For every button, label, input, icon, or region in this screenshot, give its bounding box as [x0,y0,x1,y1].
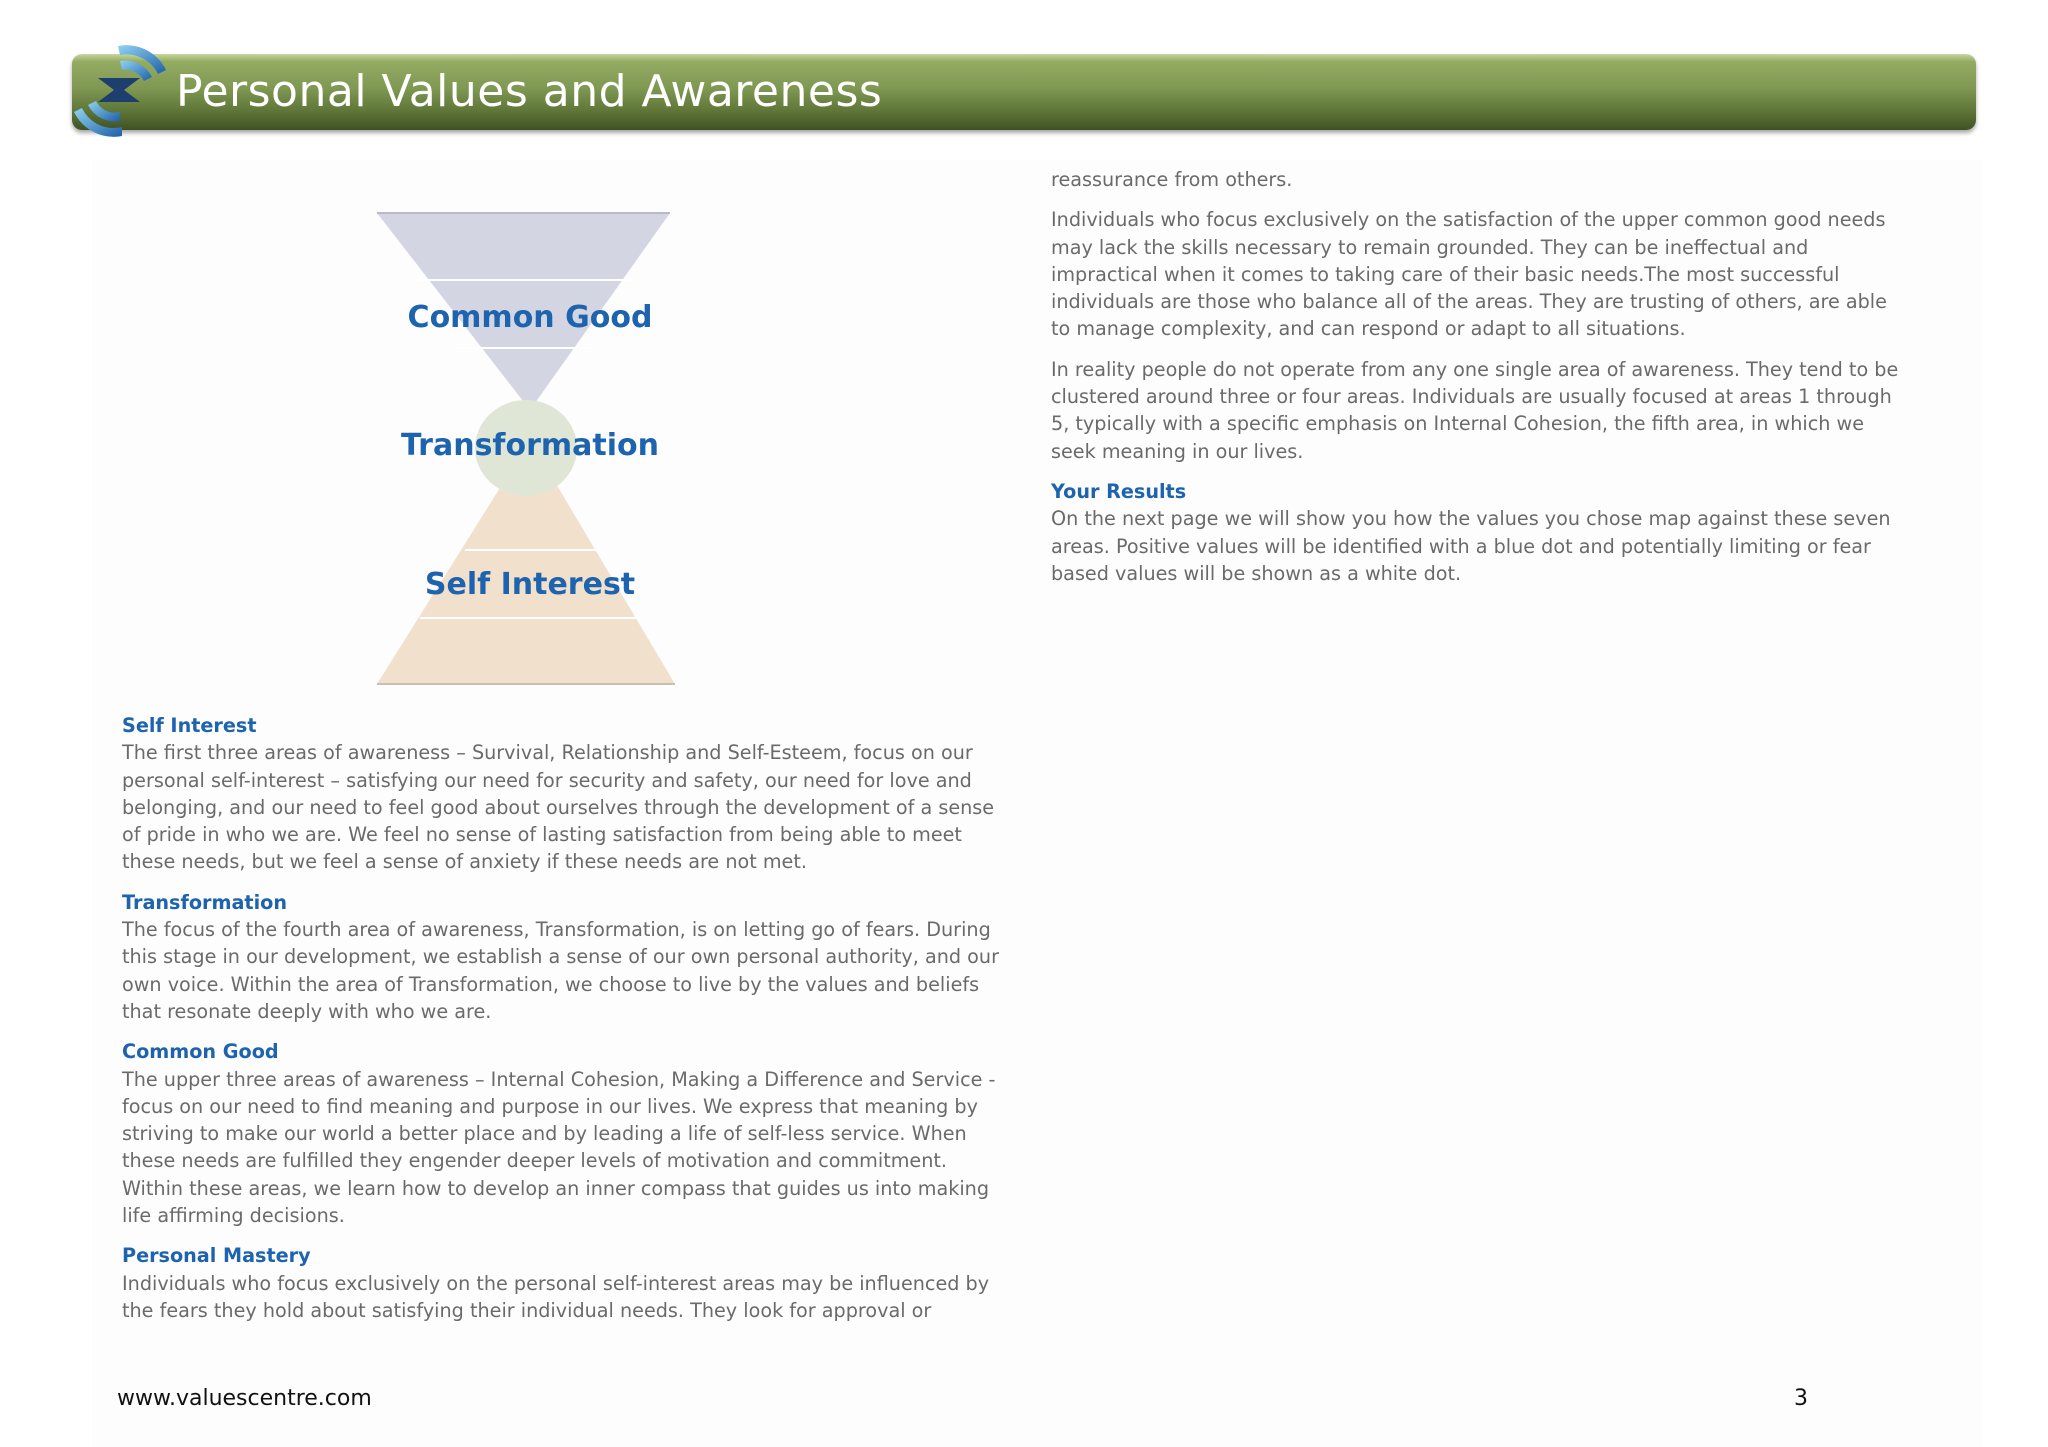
common-good-heading: Common Good [122,1040,279,1064]
left-text-column [122,712,1012,1337]
transformation-label: Transformation [401,428,659,463]
reality-paragraph: In reality people do not operate from any one single area of awareness. They tend to be clustered around three or four areas. Individuals are usually focused at areas 1 through 5, typically with a specific emphasis on Internal Cohesion, the fifth area, in which we seek meaning in our lives. [1051,357,1899,463]
common-good-label: Common Good [407,300,653,335]
page-title: Personal Values and Awareness [176,66,883,117]
logo-arc-bottom-inner [88,101,120,121]
personal-mastery-section [122,1242,1012,1324]
common-good-section [122,1038,1012,1229]
your-results-text: On the next page we will show you how the values you chose map against these seven areas. Positive values will be identified with a blue dot and potentially limiting or fear based values will be shown as a white dot. [1051,507,1891,585]
common-good-focus-paragraph: Individuals who focus exclusively on the satisfaction of the upper common good needs may lack the skills necessary to remain grounded. They can be ineffectual and impractical when it comes to taking care of their basic needs.The most successful individuals are those who balance all of the areas. They are trusting of others, are able to manage complexity, and can respond or adapt to all situations. [1051,208,1887,341]
transformation-section [122,889,1012,1025]
common-good-text: The upper three areas of awareness – Internal Cohesion, Making a Difference and Service - focus on our need to find meaning and purpose in our lives. We express that meaning by striving to make our world a better place and by leading a life of self-less service. When these needs are fulfilled they engender deeper levels of motivation and commitment. Within these areas, we learn how to develop an inner compass that guides us into making life affirming decisions. [122,1067,996,1228]
page-number: 3 [1794,1386,1808,1411]
continued-paragraph: reassurance from others. [1051,168,1293,191]
values-centre-logo-icon [70,40,180,140]
footer-website: www.valuescentre.com [117,1386,372,1411]
transformation-heading: Transformation [122,890,287,914]
self-interest-heading: Self Interest [122,714,257,737]
logo-arc-top-inner [120,61,152,81]
personal-mastery-heading: Personal Mastery [122,1244,311,1268]
self-interest-label: Self Interest [424,567,636,602]
personal-mastery-text: Individuals who focus exclusively on the personal self-interest areas may be influenced by the fears they hold about satisfying their individual needs. They look for approval or [122,1271,990,1322]
values-hourglass-diagram [340,200,720,700]
transformation-text: The focus of the fourth area of awareness, Transformation, is on letting go of fears. During this stage in our development, we establish a sense of our own personal authority, and our own voice. Within the area of Transformation, we choose to live by the values and beliefs that resonate deeply with who we are. [122,918,999,1023]
your-results-heading: Your Results [1051,479,1187,503]
self-interest-section [122,712,1012,876]
self-interest-text: The first three areas of awareness – Survival, Relationship and Self-Esteem, focus on our personal self-interest – satisfying our need for security and safety, our need for love and belonging, and our need to feel good about ourselves through the development of a sense of pride in who we are. We feel no sense of lasting satisfaction from being able to meet these needs, but we feel a sense of anxiety if these needs are not met. [122,741,995,874]
right-text-column [1051,166,1911,600]
your-results-section [1051,478,1911,587]
logo-hourglass [98,78,140,102]
